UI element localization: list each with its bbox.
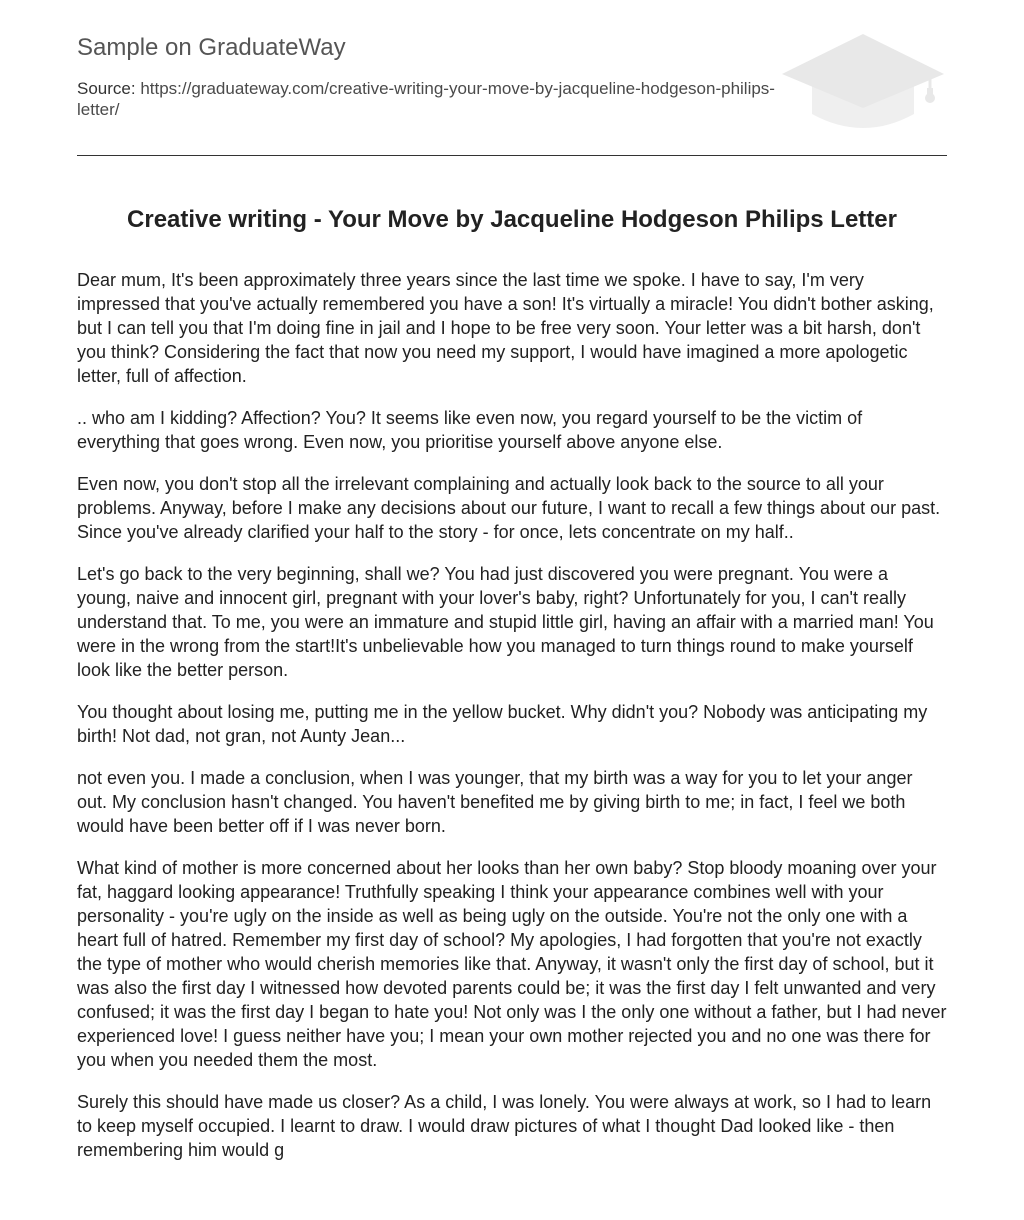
paragraph: Dear mum, It's been approximately three years since the last time we spoke. I have to say, I'm very impressed that you've actually remembered you have a son! It's virtually a miracle! You didn't bother asking, but I can tell you that I'm doing fine in jail and I hope to be free very soon. Your letter was a bit harsh, don't you think? Considering the fact that now you need my support, I would have imagined a more apologetic letter, full of affection. [77,270,934,386]
paragraph: .. who am I kidding? Affection? You? It seems like even now, you regard yourself to be the victim of everything that goes wrong. Even now, you prioritise yourself above anyone else. [77,408,863,452]
paragraph: You thought about losing me, putting me in the yellow bucket. Why didn't you? Nobody was anticipating my birth! Not dad, not gran, not Aunty Jean... [77,702,928,746]
source-link[interactable]: https://graduateway.com/creative-writing-your-move-by-jacqueline-hodgeson-philips-letter/ [77,79,775,119]
paragraph: What kind of mother is more concerned about her looks than her own baby? Stop bloody moaning over your fat, haggard looking appearance! Truthfully speaking I think your appearance combines well with your personality - you're ugly on the inside as well as being ugly on the outside. You're not the only one with a heart full of hatred. Remember my first day of school? My apologies, I had forgotten that you're not exactly the type of mother who would cherish memories like that. Anyway, it wasn't only the first day of school, but it was also the first day I witnessed how devoted parents could be; it was the first day I felt unwanted and very confused; it was the first day I began to hate you! Not only was I the only one without a father, but I had never experienced love! I guess neither have you; I mean your own mother rejected you and no one was there for you when you needed them the most. [77,858,947,1070]
document-title: Creative writing - Your Move by Jacqueline Hodgeson Philips Letter [127,206,897,233]
paragraph: Even now, you don't stop all the irrelevant complaining and actually look back to the source to all your problems. Anyway, before I make any decisions about our future, I want to recall a few things about our past. Since you've already clarified your half to the story - for once, lets concentrate on my half.. [77,474,941,542]
site-title: Sample on GraduateWay [77,34,346,61]
header-divider [77,155,947,156]
graduation-cap-icon [780,30,946,134]
paragraph: Surely this should have made us closer? As a child, I was lonely. You were always at work, so I had to learn to keep myself occupied. I learnt to draw. I would draw pictures of what I thought Dad looked like - then remembering him would g [77,1092,932,1160]
paragraph: Let's go back to the very beginning, shall we? You had just discovered you were pregnant. You were a young, naive and innocent girl, pregnant with your lover's baby, right? Unfortunately for you, I can't really understand that. To me, you were an immature and stupid little girl, having an affair with a married man! You were in the wrong from the start!It's unbelievable how you managed to turn things round to make yourself look like the better person. [77,564,934,680]
paragraph: not even you. I made a conclusion, when I was younger, that my birth was a way for you to let your anger out. My conclusion hasn't changed. You haven't benefited me by giving birth to me; in fact, I feel we both would have been better off if I was never born. [77,768,913,836]
document-body [77,268,947,1180]
page-header [77,0,947,156]
source-label: Source: [77,79,136,98]
source-line [77,78,777,120]
